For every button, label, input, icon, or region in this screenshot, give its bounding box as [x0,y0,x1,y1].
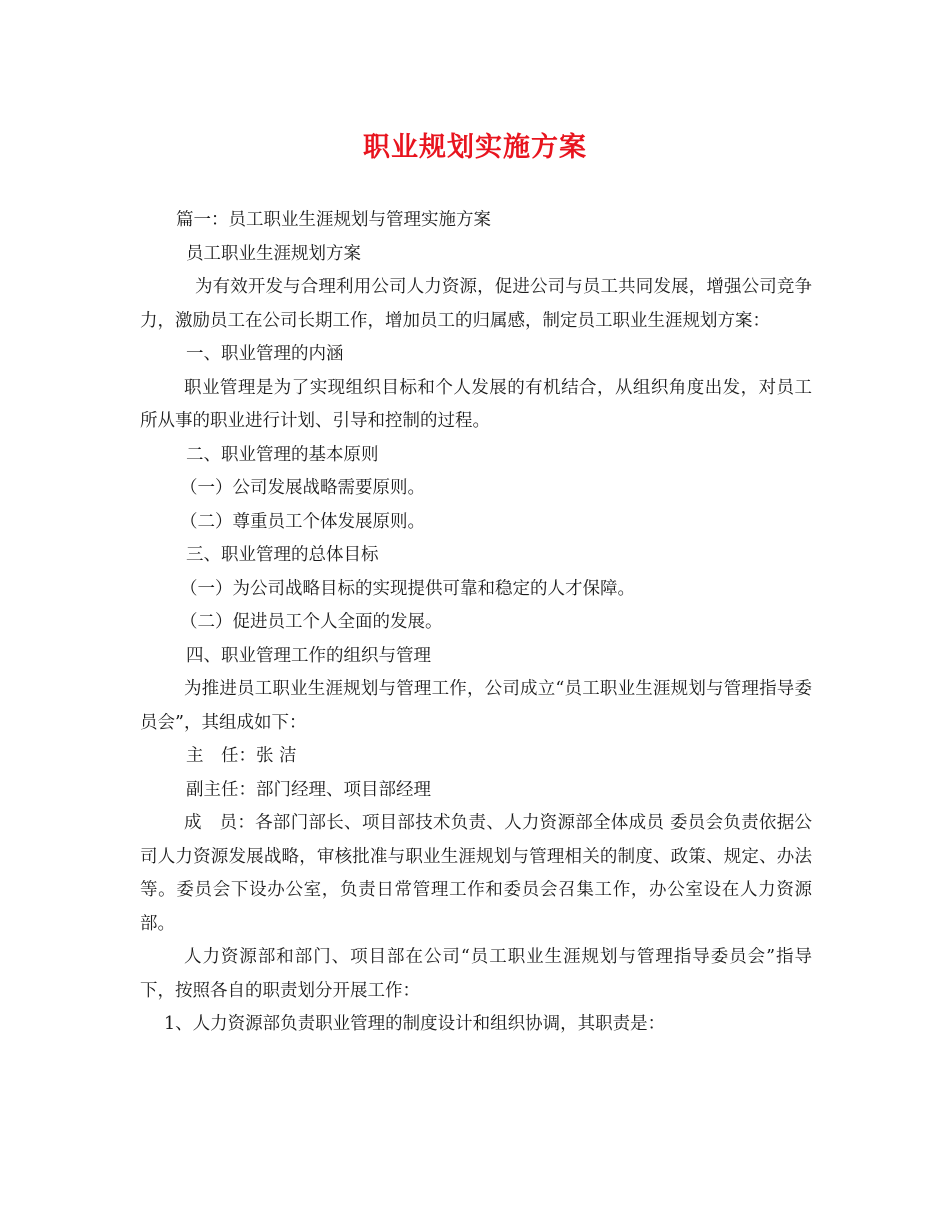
document-title: 职业规划实施方案 [363,132,587,163]
committee-members: 成 员：各部门部长、项目部技术负责、人力资源部全体成员 委员会负责依据公司人力资源发展战略，审核批准与职业生涯规划与管理相关的制度、政策、规定、办法等。委员会下设办公室，负责日常管理工作和委员会召集工作，办公室设在人力资源部。 [140,813,812,934]
heading-3: 三、职业管理的总体目标 [186,545,379,565]
list-item: （二）尊重员工个体发展原则。 [180,511,425,532]
heading-1: 一、职业管理的内涵 [186,344,344,364]
paragraph-division: 人力资源部和部门、项目部在公司“员工职业生涯规划与管理指导委员会”指导下，按照各自的职责划分开展工作： [140,947,812,1001]
paragraph-intro: 为有效开发与合理利用公司人力资源，促进公司与员工共同发展，增强公司竞争力，激励员工在公司长期工作，增加员工的归属感，制定员工职业生涯规划方案： [140,277,812,331]
section-heading: 篇一：员工职业生涯规划与管理实施方案 [176,210,491,230]
heading-4: 四、职业管理工作的组织与管理 [186,645,431,666]
subsection-heading: 员工职业生涯规划方案 [186,243,361,264]
list-item-numbered: 1、人力资源部负责职业管理的制度设计和组织协调，其职责是： [164,1014,666,1034]
paragraph-definition: 职业管理是为了实现组织目标和个人发展的有机结合，从组织角度出发，对员工所从事的职业进行计划、引导和控制的过程。 [140,377,812,431]
committee-director: 主 任：张 洁 [186,746,297,766]
list-item: （一）公司发展战略需要原则。 [180,478,425,498]
committee-deputy: 副主任：部门经理、项目部经理 [186,779,431,800]
paragraph-committee: 为推进员工职业生涯规划与管理工作，公司成立“员工职业生涯规划与管理指导委员会”，其组成如下： [140,679,812,733]
document-body [140,204,812,1042]
heading-2: 二、职业管理的基本原则 [186,444,379,465]
list-item: （一）为公司战略目标的实现提供可靠和稳定的人才保障。 [180,578,635,599]
list-item: （二）促进员工个人全面的发展。 [180,612,443,632]
